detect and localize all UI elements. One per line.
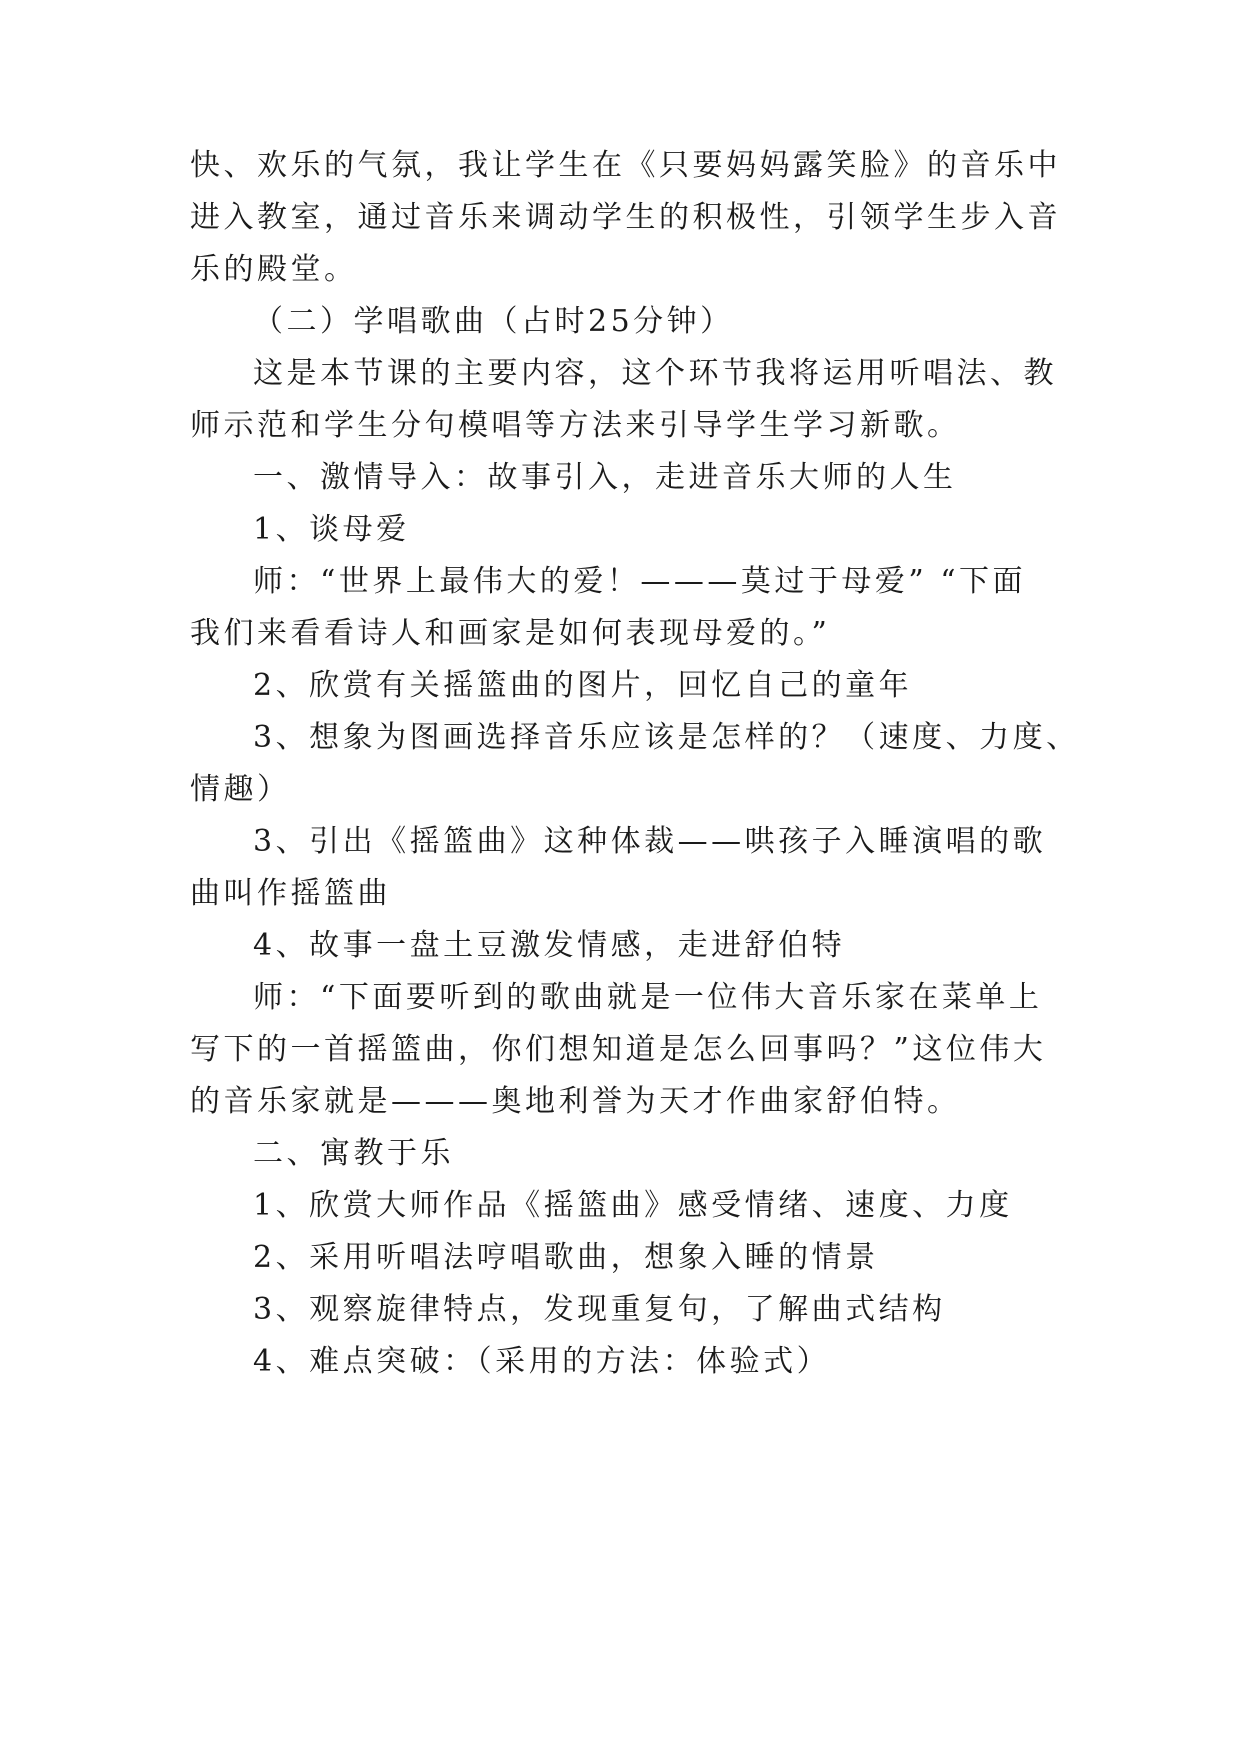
paragraph-line: 快、欢乐的气氛，我让学生在《只要妈妈露笑脸》的音乐中 bbox=[190, 148, 1061, 183]
paragraph-line: 师：“下面要听到的歌曲就是一位伟大音乐家在菜单上 bbox=[253, 980, 1043, 1015]
list-item: 3、观察旋律特点，发现重复句，了解曲式结构 bbox=[253, 1292, 946, 1327]
list-item: 4、故事一盘土豆激发情感，走进舒伯特 bbox=[253, 928, 846, 963]
list-item: 3、想象为图画选择音乐应该是怎样的？（速度、力度、 bbox=[253, 720, 1080, 755]
paragraph-line: 的音乐家就是———奥地利誉为天才作曲家舒伯特。 bbox=[190, 1084, 961, 1119]
paragraph-line: 情趣） bbox=[190, 772, 291, 807]
list-item: 3、引出《摇篮曲》这种体裁——哄孩子入睡演唱的歌 bbox=[253, 824, 1047, 859]
list-item: 4、难点突破：（采用的方法：体验式） bbox=[253, 1344, 831, 1379]
section-heading: 二、寓教于乐 bbox=[253, 1136, 454, 1171]
list-item: 2、采用听唱法哼唱歌曲，想象入睡的情景 bbox=[253, 1240, 879, 1275]
paragraph-line: 这是本节课的主要内容，这个环节我将运用听唱法、教 bbox=[253, 356, 1057, 391]
paragraph-line: 乐的殿堂。 bbox=[190, 252, 358, 287]
list-item: 1、谈母爱 bbox=[253, 512, 410, 547]
list-item: 2、欣赏有关摇篮曲的图片，回忆自己的童年 bbox=[253, 668, 913, 703]
section-heading: （二）学唱歌曲（占时25分钟） bbox=[253, 304, 734, 339]
paragraph-line: 师：“世界上最伟大的爱！———莫过于母爱” “下面 bbox=[253, 564, 1027, 599]
paragraph-line: 写下的一首摇篮曲，你们想知道是怎么回事吗？”这位伟大 bbox=[190, 1032, 1047, 1067]
paragraph-line: 进入教室，通过音乐来调动学生的积极性，引领学生步入音 bbox=[190, 200, 1061, 235]
paragraph-line: 曲叫作摇篮曲 bbox=[190, 876, 391, 911]
paragraph-line: 师示范和学生分句模唱等方法来引导学生学习新歌。 bbox=[190, 408, 961, 443]
list-item: 1、欣赏大师作品《摇篮曲》感受情绪、速度、力度 bbox=[253, 1188, 1013, 1223]
paragraph-line: 我们来看看诗人和画家是如何表现母爱的。” bbox=[190, 616, 831, 651]
section-heading: 一、激情导入：故事引入，走进音乐大师的人生 bbox=[253, 460, 957, 495]
